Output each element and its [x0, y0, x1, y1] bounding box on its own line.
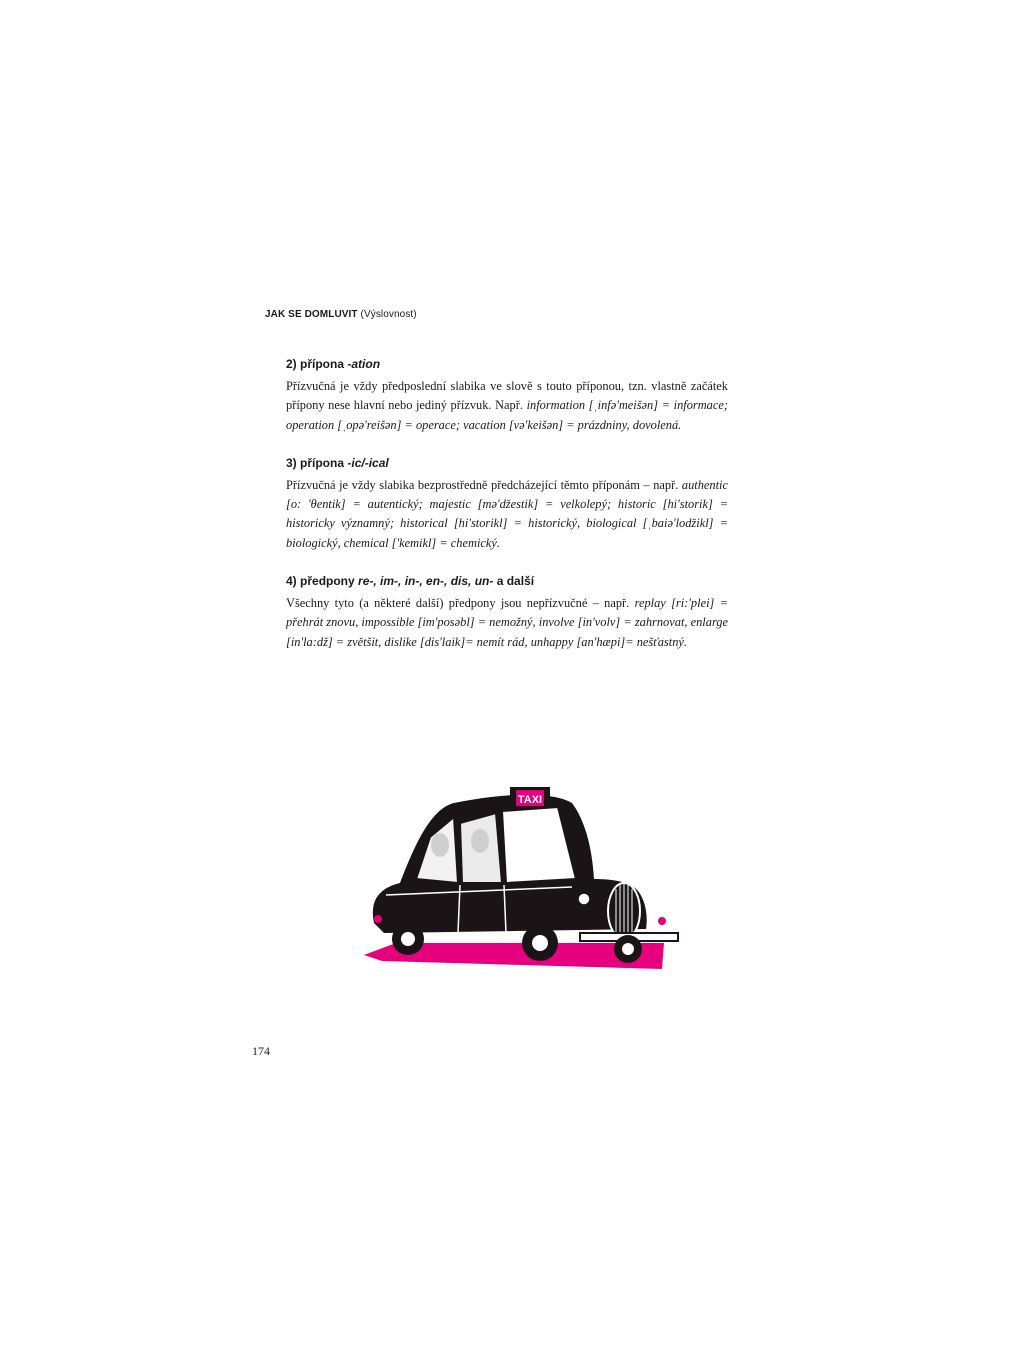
- taxi-illustration: [362, 783, 680, 973]
- page-number: 174: [252, 1044, 270, 1058]
- section-heading-suffix: -ic/-ical: [347, 455, 389, 470]
- rear-light: [374, 915, 382, 923]
- section-ic-ical: [286, 455, 728, 553]
- section-heading: [286, 573, 728, 589]
- section-prefixes: [286, 573, 728, 652]
- section-body: [286, 476, 728, 553]
- section-heading: [286, 455, 728, 471]
- section-heading-word: přípona: [300, 455, 345, 470]
- section-heading-word: přípona: [300, 357, 345, 371]
- section-heading-suffix: re-, im-, in-, en-, dis, un-: [358, 574, 494, 589]
- rear-hubcap: [401, 932, 415, 946]
- headlight: [578, 893, 590, 905]
- section-body: [286, 377, 728, 435]
- section-heading-suffix: -ation: [347, 357, 381, 371]
- section-ation: [286, 356, 728, 435]
- section-number: 2): [286, 357, 297, 371]
- section-heading: [286, 356, 728, 372]
- front-hubcap: [532, 935, 548, 951]
- body-examples: authentic [o: 'θentik] = autentický; majestic [mə'džestik] = velkolepý; historic [hi'storik] = historicky významný; historical [hi'storikl] = historický, biological [ˌbaiə'lodžikl] = biologický, chemical ['kemikl] = chemický.: [286, 477, 728, 550]
- section-body: [286, 594, 728, 652]
- right-front-hubcap: [622, 943, 634, 955]
- passenger-head: [431, 833, 449, 857]
- section-number: 3): [286, 455, 297, 470]
- body-examples: information [ˌinfə'meišən] = informace; operation [ˌopə'reišən] = operace; vacation [və'keišən] = prázdniny, dovolená.: [286, 398, 728, 432]
- running-head: [265, 309, 417, 320]
- body-text: Všechny tyto (a některé další) předpony jsou nepřízvučné – např.: [286, 596, 635, 611]
- driver-head: [471, 829, 489, 853]
- body-text: Přízvučná je vždy slabika bezprostředně předcházející těmto příponám – např.: [286, 477, 682, 492]
- taxi-sign-text: TAXI: [517, 794, 543, 806]
- running-head-subtitle: (Výslovnost): [360, 309, 417, 320]
- indicator-light: [658, 917, 666, 925]
- section-heading-word: předpony: [300, 574, 355, 589]
- main-text: [286, 356, 728, 672]
- body-text: Přízvučná je vždy předposlední slabika ve slově s touto příponou, tzn. vlastně začátek přípony nese hlavní nebo jediný přízvuk. Např.: [286, 379, 728, 413]
- section-heading-tail: a další: [496, 574, 535, 589]
- body-examples: replay [ri:'plei] = přehrát znovu, impossible [im'posəbl] = nemožný, involve [in'volv] = zahrnovat, enlarge [in'la:dž] = zvětšit, dislike [dis'laik]= nemít rád, unhappy [an'hæpi]= nešťastný.: [286, 596, 729, 649]
- section-number: 4): [286, 574, 297, 589]
- running-head-title: JAK SE DOMLUVIT: [265, 309, 358, 320]
